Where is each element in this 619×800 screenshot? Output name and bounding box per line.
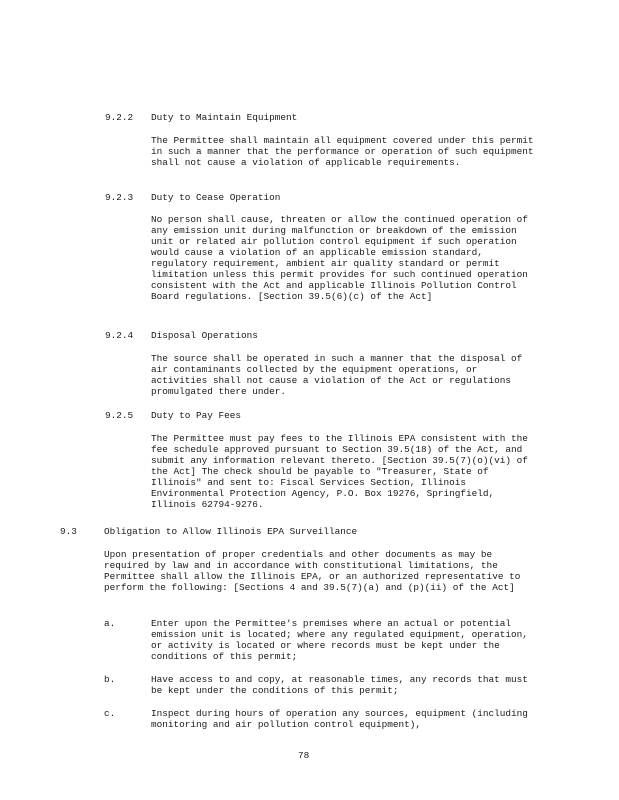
section-number: 9.3 — [60, 526, 77, 537]
section-body: The Permittee shall maintain all equipment covered under this permit in such a manner that the performance or operation of such equipment shall not cause a violation of applicable requirements. — [151, 135, 534, 168]
list-item-label: a. — [104, 618, 116, 629]
page-number: 78 — [298, 750, 310, 761]
section-number: 9.2.3 — [105, 192, 134, 203]
section-intro: Upon presentation of proper credentials and other documents as may be required by law and in accordance with constitutional limitations, the Permittee shall allow the Illinois EPA, or an authorized representative to perform the following: [Sections 4 and 39.5(7)(a) and (p)(ii) of the Act] — [104, 549, 521, 593]
section-body: The source shall be operated in such a manner that the disposal of air contaminants collected by the equipment operations, or activities shall not cause a violation of the Act or regulations promulgated there under. — [151, 353, 523, 397]
section-number: 9.2.2 — [105, 112, 134, 123]
section-heading: Duty to Pay Fees — [151, 410, 242, 421]
section-heading: Obligation to Allow Illinois EPA Surveillance — [104, 526, 358, 537]
section-heading: Duty to Maintain Equipment — [151, 112, 298, 123]
section-heading: Disposal Operations — [151, 330, 258, 341]
list-item-label: b. — [104, 674, 116, 685]
section-heading: Duty to Cease Operation — [151, 192, 281, 203]
list-item-text: Have access to and copy, at reasonable times, any records that must be kept under the conditions of this permit; — [151, 674, 528, 696]
section-number: 9.2.4 — [105, 330, 134, 341]
list-item-text: Inspect during hours of operation any sources, equipment (including monitoring and air pollution control equipment), — [151, 708, 528, 730]
section-number: 9.2.5 — [105, 410, 134, 421]
section-body: No person shall cause, threaten or allow the continued operation of any emission unit during malfunction or breakdown of the emission unit or related air pollution control equipment if such operation would cause a violation of an applicable emission standard, regulatory requirement, ambient air quality standard or permit limitation unless this permit provides for such continued operation consistent with the Act and applicable Illinois Pollution Control Board regulations. [Section 39.5(6)(c) of the Act] — [151, 214, 528, 302]
list-item-label: c. — [104, 708, 116, 719]
section-body: The Permittee must pay fees to the Illinois EPA consistent with the fee schedule approved pursuant to Section 39.5(18) of the Act, and submit any information relevant thereto. [Section 39.5(7)(o)(vi) of the Act] The check should be payable to "Treasurer, State of Illinois" and sent to: Fiscal Services Section, Illinois Environmental Protection Agency, P.O. Box 19276, Springfield, Illinois 62794-9276. — [151, 433, 528, 510]
list-item-text: Enter upon the Permittee's premises where an actual or potential emission unit is located; where any regulated equipment, operation, or activity is located or where records must be kept under the conditions of this permit; — [151, 618, 528, 662]
